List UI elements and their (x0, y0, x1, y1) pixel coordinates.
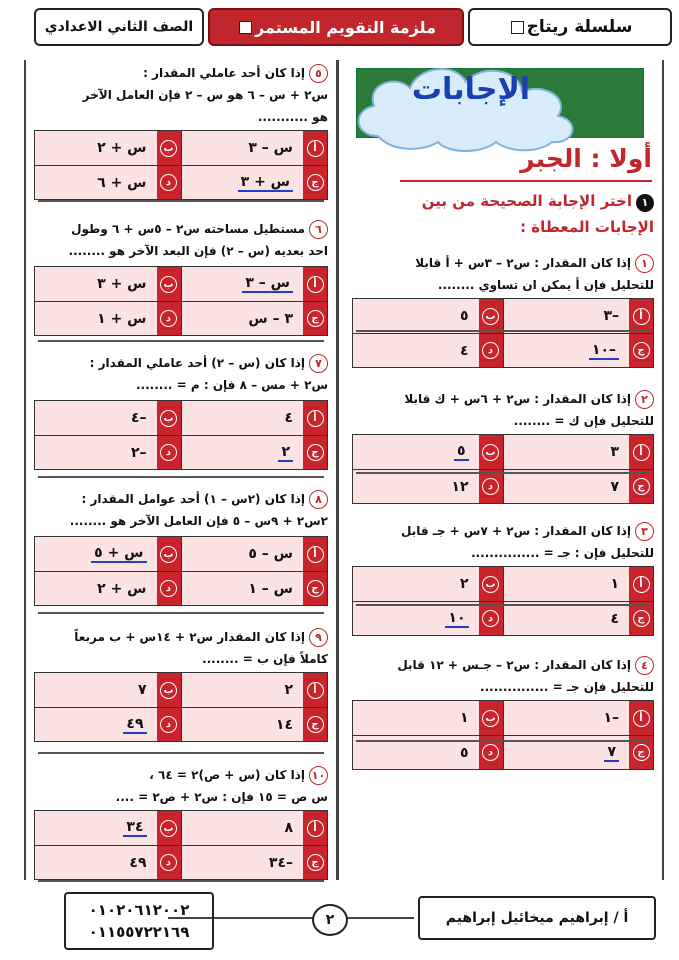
option-text: –٢ (130, 444, 147, 461)
option-letter (157, 131, 181, 165)
option-text: ٨ (284, 820, 293, 836)
option-value (182, 846, 304, 879)
option-value (182, 166, 304, 199)
options-table (352, 700, 654, 770)
instruction-number-badge: ١ (636, 194, 654, 212)
question-5 (34, 62, 328, 128)
question-6 (34, 218, 328, 262)
option-c[interactable] (504, 470, 654, 503)
option-value (353, 567, 479, 601)
question-text-line (34, 106, 328, 128)
question-text: للتحليل فإن : جـ = ............... (471, 546, 654, 560)
option-letter (157, 673, 181, 707)
option-text: ١ (610, 576, 619, 592)
option-text: س + ٣ (97, 276, 147, 292)
option-d[interactable] (353, 334, 504, 367)
option-letter (629, 470, 653, 503)
question-separator (356, 472, 650, 474)
question-number-badge: ٣ (635, 522, 654, 541)
question-8 (34, 488, 328, 532)
question-text: إذا كان المقدار : س٢ + ٦س + ك قابلا (404, 392, 631, 406)
option-value (182, 811, 304, 845)
option-text: ٤ (284, 410, 293, 426)
option-letter-badge: ج (633, 478, 650, 495)
option-value (182, 572, 304, 605)
option-letter-badge: أ (633, 576, 650, 593)
option-letter-badge: ب (160, 546, 177, 563)
option-a[interactable] (182, 537, 328, 571)
options-table (352, 566, 654, 636)
question-text: إذا كان أحد عاملي المقدار : (143, 66, 305, 80)
option-text: –٣ (603, 308, 619, 324)
option-text: س – ٥ (248, 546, 293, 562)
option-letter (479, 299, 503, 333)
option-letter (157, 708, 181, 741)
question-text-line (34, 764, 328, 786)
question-separator (356, 740, 650, 742)
option-letter (303, 537, 327, 571)
series-title-text: سلسلة ريتاج (526, 17, 633, 37)
option-value (182, 708, 304, 741)
option-letter-badge: ب (160, 410, 177, 427)
option-value (504, 567, 630, 601)
option-value (182, 537, 304, 571)
option-text: ٢ (459, 576, 469, 592)
option-letter-badge: د (160, 854, 177, 871)
question-text-line (34, 84, 328, 106)
option-value (182, 673, 304, 707)
option-d[interactable] (353, 470, 504, 503)
option-value (353, 299, 479, 333)
option-letter-badge: ج (307, 174, 324, 191)
question-text: ٢س٢ + ٩س – ٥ فإن العامل الآخر هو ........ (69, 514, 328, 528)
option-text: ١ (459, 710, 469, 726)
question-separator (356, 604, 650, 606)
question-number-badge: ٦ (309, 220, 328, 239)
option-letter (629, 701, 653, 735)
question-text: مستطيل مساحته س٢ – ٥س + ٦ وطول (71, 222, 305, 236)
phone-1: ٠١٠٢٠٦١٢٠٠٢ (88, 901, 190, 919)
question-separator (38, 752, 324, 754)
option-a[interactable] (182, 673, 328, 707)
option-a[interactable] (182, 811, 328, 845)
option-value (504, 435, 630, 469)
section-title-underline (400, 180, 652, 182)
option-letter (303, 302, 327, 335)
question-number-badge: ٢ (635, 390, 654, 409)
question-text: للتحليل فإن جـ = ............... (480, 680, 654, 694)
option-text: ٣ (610, 444, 619, 460)
question-separator (38, 880, 324, 882)
question-text: إذا كان المقدار س٢ + ١٤س + ب مربعاً (74, 630, 305, 644)
question-separator (38, 476, 324, 478)
option-text: س + ٦ (97, 174, 147, 191)
option-value (353, 701, 479, 735)
option-b[interactable] (35, 131, 182, 165)
option-letter (479, 334, 503, 367)
option-value (35, 267, 157, 301)
option-letter (157, 436, 181, 469)
option-value (182, 131, 304, 165)
option-a[interactable] (182, 131, 328, 165)
options-table (34, 536, 328, 606)
option-b[interactable] (35, 537, 182, 571)
option-value (182, 267, 304, 301)
option-text: ٤٩ (129, 854, 147, 871)
question-number-badge: ١ (635, 254, 654, 273)
phone-2: ٠١١٥٥٧٢٢١٦٩ (88, 923, 190, 941)
option-letter-badge: ج (307, 310, 324, 327)
question-number-badge: ٥ (309, 64, 328, 83)
option-value (35, 673, 157, 707)
page-border-right (662, 60, 664, 880)
option-letter (303, 401, 327, 435)
options-table (34, 130, 328, 200)
question-text: كاملاً فإن ب = ........ (202, 652, 328, 666)
option-letter (157, 267, 181, 301)
question-text: للتحليل فإن أ يمكن ان تساوي ........ (437, 278, 654, 292)
instruction-line-2: الإجابات المعطاة : (520, 218, 654, 236)
option-value (35, 436, 157, 469)
option-d[interactable] (35, 846, 182, 879)
question-number-badge: ٧ (309, 354, 328, 373)
question-9 (34, 626, 328, 670)
correct-answer: س + ٣ (238, 174, 293, 192)
option-value (35, 401, 157, 435)
question-text-line (352, 654, 654, 676)
option-text: ١٢ (451, 478, 469, 495)
question-number-badge: ١٠ (309, 766, 328, 785)
question-10 (34, 764, 328, 808)
option-letter (157, 166, 181, 199)
phone-box (64, 892, 214, 950)
correct-answer: ٣٤ (123, 819, 146, 837)
question-text-line (34, 374, 328, 396)
question-text: إذا كان (٢س – ١) أحد عوامل المقدار : (81, 492, 305, 506)
option-b[interactable] (35, 811, 182, 845)
option-value (504, 602, 630, 635)
option-letter (479, 567, 503, 601)
option-letter-badge: د (482, 610, 499, 627)
option-value (353, 334, 479, 367)
option-text: س – ٣ (248, 140, 293, 156)
option-letter-badge: أ (633, 444, 650, 461)
options-table (34, 672, 328, 742)
option-letter (629, 334, 653, 367)
correct-answer: ٢ (278, 444, 293, 462)
correct-answer: س – ٣ (242, 275, 293, 293)
option-letter-badge: ب (482, 308, 499, 325)
option-c[interactable] (182, 166, 328, 199)
option-letter (479, 435, 503, 469)
option-a[interactable] (504, 435, 654, 469)
option-a[interactable] (182, 401, 328, 435)
options-table (34, 266, 328, 336)
option-letter-badge: د (482, 478, 499, 495)
option-letter (303, 436, 327, 469)
option-text: س + ٢ (97, 140, 147, 156)
correct-answer: ٥ (454, 443, 469, 461)
option-value (353, 435, 479, 469)
option-letter-badge: د (160, 716, 177, 733)
option-letter-badge: أ (307, 276, 324, 293)
option-text: ٥ (459, 308, 469, 324)
option-letter (629, 299, 653, 333)
option-d[interactable] (35, 302, 182, 335)
option-letter-badge: أ (307, 140, 324, 157)
question-text-line (34, 352, 328, 374)
option-text: س – ١ (248, 580, 293, 597)
question-separator (38, 612, 324, 614)
question-text: للتحليل فإن ك = ........ (513, 414, 654, 428)
correct-answer: س + ٥ (91, 545, 146, 563)
question-number-badge: ٩ (309, 628, 328, 647)
question-text-line (352, 542, 654, 564)
correct-answer: ٤٩ (123, 716, 146, 734)
option-letter (479, 470, 503, 503)
options-table (34, 400, 328, 470)
option-letter-badge: ب (482, 710, 499, 727)
option-text: س + ١ (97, 310, 147, 327)
option-c[interactable] (182, 302, 328, 335)
options-table (352, 298, 654, 368)
question-text-line (34, 648, 328, 670)
option-letter (303, 267, 327, 301)
question-text: احد بعديه (س – ٢) فإن البعد الآخر هو ........ (68, 244, 328, 258)
option-a[interactable] (504, 567, 654, 601)
question-text-line (352, 676, 654, 698)
option-letter (479, 701, 503, 735)
option-letter-badge: د (160, 580, 177, 597)
option-letter (629, 435, 653, 469)
option-letter-badge: ب (160, 820, 177, 837)
option-d[interactable] (353, 602, 504, 635)
option-letter (303, 708, 327, 741)
option-value (35, 572, 157, 605)
author-box: أ / إبراهيم ميخائيل إبراهيم (418, 896, 656, 940)
option-letter (157, 537, 181, 571)
option-text: –٣٤ (268, 854, 293, 871)
instruction (350, 188, 654, 240)
instruction-line-1: اختر الإجابة الصحيحة من بين (421, 192, 632, 210)
option-value (35, 537, 157, 571)
option-letter-badge: أ (307, 410, 324, 427)
option-b[interactable] (353, 567, 504, 601)
option-b[interactable] (353, 435, 504, 469)
booklet-title-text: ملزمة التقويم المستمر (255, 17, 436, 37)
question-text-line (352, 410, 654, 432)
option-letter (157, 572, 181, 605)
question-text-line (352, 520, 654, 542)
option-value (182, 401, 304, 435)
option-text: ٤ (459, 342, 469, 359)
question-text-line (34, 62, 328, 84)
option-letter (157, 401, 181, 435)
page-number: ٢ (312, 904, 348, 936)
option-a[interactable] (504, 701, 654, 735)
option-d[interactable] (35, 572, 182, 605)
option-text: ١٤ (275, 716, 293, 733)
question-4 (352, 654, 654, 698)
option-letter-badge: ب (160, 276, 177, 293)
option-letter-badge: ج (633, 342, 650, 359)
option-b[interactable] (35, 401, 182, 435)
checkbox-icon (511, 21, 524, 34)
option-letter-badge: ج (633, 744, 650, 761)
question-text: إذا كان المقدار : س٢ + ٧س + جـ قابل (401, 524, 631, 538)
series-title (468, 8, 672, 46)
option-letter (479, 602, 503, 635)
option-letter (303, 811, 327, 845)
option-text: ٧ (610, 478, 619, 495)
option-letter-badge: أ (307, 546, 324, 563)
option-letter-badge: ب (160, 140, 177, 157)
option-letter-badge: أ (307, 682, 324, 699)
option-letter (303, 846, 327, 879)
option-value (504, 701, 630, 735)
question-text: س٢ + مس – ٨ فإن : م = ........ (135, 378, 328, 392)
option-b[interactable] (35, 267, 182, 301)
option-letter-badge: ب (482, 444, 499, 461)
option-d[interactable] (35, 436, 182, 469)
question-text: هو ........... (257, 110, 328, 124)
checkbox-icon (239, 21, 252, 34)
option-letter (629, 567, 653, 601)
question-text: إذا كان المقدار : س٢ – جـس + ١٢ قابل (397, 658, 631, 672)
option-text: ٥ (459, 744, 469, 761)
options-table (352, 434, 654, 504)
question-text: إذا كان المقدار : س٢ – ٣س + أ قابلا (415, 256, 631, 270)
option-d[interactable] (35, 166, 182, 199)
option-text: ٧ (137, 682, 147, 698)
option-a[interactable] (504, 299, 654, 333)
question-2 (352, 388, 654, 432)
section-title: أولا : الجبر (520, 144, 652, 173)
option-value (353, 602, 479, 635)
option-letter-badge: ج (633, 610, 650, 627)
question-text-line (34, 626, 328, 648)
option-b[interactable] (35, 673, 182, 707)
option-letter-badge: أ (307, 820, 324, 837)
question-separator (356, 330, 650, 332)
question-text: إذا كان (س – ٢) أحد عاملي المقدار : (89, 356, 305, 370)
option-letter-badge: د (482, 744, 499, 761)
option-letter (303, 673, 327, 707)
option-letter-badge: د (160, 174, 177, 191)
question-text-line (34, 240, 328, 262)
option-text: ٢ (284, 682, 293, 698)
option-c[interactable] (182, 436, 328, 469)
column-divider (336, 60, 339, 880)
question-text-line (34, 510, 328, 532)
question-text: إذا كان (س + ص)٢ = ٦٤ ، (149, 768, 305, 782)
correct-answer: ٧ (604, 744, 619, 762)
question-text-line (352, 252, 654, 274)
option-letter-badge: أ (633, 308, 650, 325)
option-b[interactable] (353, 701, 504, 735)
booklet-title (208, 8, 464, 46)
option-letter (157, 846, 181, 879)
page-border-left (24, 60, 26, 880)
option-letter (303, 166, 327, 199)
question-text: س٢ + س – ٦ هو س – ٢ فإن العامل الآخر (82, 88, 328, 102)
correct-answer: ١٠ (445, 610, 468, 628)
options-table (34, 810, 328, 880)
correct-answer: –١٠ (589, 342, 619, 360)
option-value (504, 299, 630, 333)
option-text: ٤ (610, 610, 619, 627)
question-text-line (34, 218, 328, 240)
option-value (35, 166, 157, 199)
option-letter-badge: ب (482, 576, 499, 593)
option-text: –٤ (130, 410, 147, 426)
option-letter-badge: د (482, 342, 499, 359)
question-separator (38, 340, 324, 342)
option-letter-badge: ب (160, 682, 177, 699)
question-7 (34, 352, 328, 396)
option-c[interactable] (504, 602, 654, 635)
option-c[interactable] (182, 846, 328, 879)
question-text: س ص = ١٥ فإن : س٢ + ص٢ = .... (115, 790, 328, 804)
grade-title: الصف الثاني الاعدادي (34, 8, 204, 46)
option-value (35, 302, 157, 335)
option-letter (157, 302, 181, 335)
question-separator (38, 200, 324, 202)
option-value (35, 708, 157, 741)
question-number-badge: ٨ (309, 490, 328, 509)
option-c[interactable] (182, 708, 328, 741)
option-c[interactable] (504, 334, 654, 367)
option-value (504, 334, 630, 367)
option-letter (629, 602, 653, 635)
option-value (35, 131, 157, 165)
question-3 (352, 520, 654, 564)
answers-label: الإجابات (411, 72, 531, 107)
option-value (182, 436, 304, 469)
option-value (35, 846, 157, 879)
question-text-line (34, 786, 328, 808)
option-c[interactable] (182, 572, 328, 605)
question-text-line (352, 274, 654, 296)
option-text: ٣ – س (248, 310, 293, 327)
option-a[interactable] (182, 267, 328, 301)
option-value (353, 470, 479, 503)
question-number-badge: ٤ (635, 656, 654, 675)
option-letter-badge: ج (307, 716, 324, 733)
option-value (182, 302, 304, 335)
option-letter (303, 572, 327, 605)
option-b[interactable] (353, 299, 504, 333)
option-value (35, 811, 157, 845)
option-value (504, 470, 630, 503)
question-text-line (34, 488, 328, 510)
option-text: –١ (603, 710, 619, 726)
question-1 (352, 252, 654, 296)
option-letter-badge: ج (307, 580, 324, 597)
option-letter-badge: د (160, 444, 177, 461)
option-letter-badge: أ (633, 710, 650, 727)
option-letter (303, 131, 327, 165)
option-letter (157, 811, 181, 845)
question-text-line (352, 388, 654, 410)
option-d[interactable] (35, 708, 182, 741)
option-letter-badge: ج (307, 444, 324, 461)
option-letter-badge: ج (307, 854, 324, 871)
option-letter-badge: د (160, 310, 177, 327)
option-text: س + ٢ (97, 580, 147, 597)
